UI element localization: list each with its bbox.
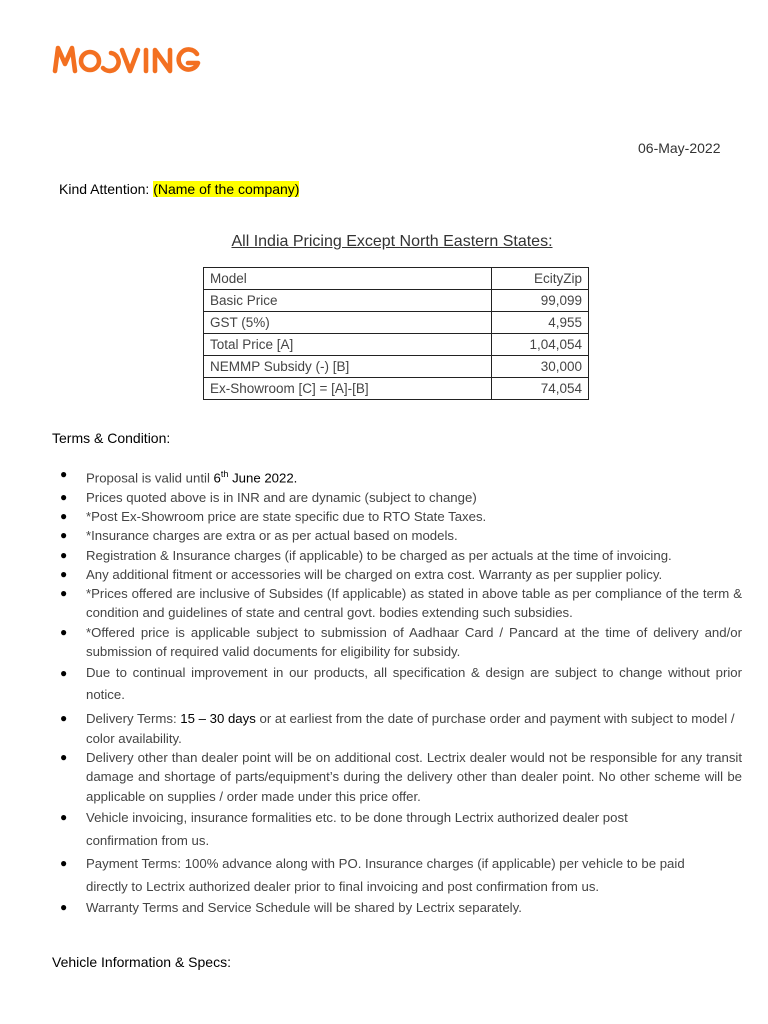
row-label: Model [204, 268, 492, 290]
valid-day-suffix: th [220, 469, 229, 479]
bullet-icon: ● [60, 586, 68, 601]
company-name-placeholder: (Name of the company) [153, 181, 300, 197]
list-item [52, 748, 742, 806]
term-text: Warranty Terms and Service Schedule will be shared by Lectrix separately. [86, 899, 522, 915]
list-item [52, 465, 742, 488]
bullet-icon: ● [60, 711, 68, 726]
bullet-icon: ● [60, 749, 68, 764]
table-row [204, 378, 589, 400]
mooving-logo [51, 40, 203, 81]
table-row [204, 268, 589, 290]
row-value: 1,04,054 [492, 334, 589, 356]
delivery-days: 15 – 30 days [180, 711, 256, 727]
term-text: Due to continual improvement in our products, all specification & design are subject to change without prior notice. [86, 665, 742, 703]
table-row [204, 312, 589, 334]
row-label: Total Price [A] [204, 334, 492, 356]
bullet-icon: ● [60, 855, 68, 870]
list-item [52, 623, 742, 662]
pricing-title: All India Pricing Except North Eastern States: [231, 233, 553, 250]
bullet-icon: ● [60, 624, 68, 639]
term-text: Any additional fitment or accessories will be charged on extra cost. Warranty as per supplier policy. [86, 566, 663, 582]
list-item [52, 709, 742, 748]
specs-heading: Vehicle Information & Specs: [52, 954, 231, 970]
attention-label: Kind Attention: [59, 181, 150, 197]
bullet-icon: ● [60, 666, 68, 681]
terms-heading [52, 430, 170, 446]
valid-month: June 2022. [228, 470, 298, 486]
terms-heading-text: Terms & Condition [52, 430, 167, 446]
table-row [204, 290, 589, 312]
row-value: 74,054 [492, 378, 589, 400]
terms-heading-colon: : [166, 430, 171, 446]
bullet-icon: ● [60, 566, 68, 581]
row-label: Basic Price [204, 290, 492, 312]
term-text: or at earliest from the date of purchase order and payment with subject to model / color availability. [86, 711, 735, 746]
list-item [52, 662, 742, 706]
bullet-icon: ● [60, 547, 68, 562]
bullet-icon: ● [60, 899, 68, 914]
term-text: Vehicle invoicing, insurance formalities etc. to be done through Lectrix authorized dealer post confirmation from us. [86, 809, 628, 848]
term-text: *Insurance charges are extra or as per actual based on models. [86, 528, 458, 544]
list-item [52, 898, 742, 917]
kind-attention [59, 181, 299, 197]
term-text: Delivery Terms: [86, 711, 181, 727]
term-text: Delivery other than dealer point will be on additional cost. Lectrix dealer would not be responsible for any transit damage and shortage of parts/equipment’s during the delivery other than dealer point. No other scheme will be applicable on supplies / order made under this price offer. [86, 749, 742, 804]
row-label: Ex-Showroom [C] = [A]-[B] [204, 378, 492, 400]
row-value: 30,000 [492, 356, 589, 378]
letter-date: 06-May-2022 [638, 140, 721, 156]
row-value: 99,099 [492, 290, 589, 312]
bullet-icon: ● [60, 489, 68, 504]
term-text: Proposal is valid until [86, 470, 214, 486]
list-item [52, 806, 742, 852]
term-text: Registration & Insurance charges (if applicable) to be charged as per actuals at the time of invoicing. [86, 547, 672, 563]
list-item [52, 584, 742, 623]
list-item [52, 526, 742, 545]
list-item [52, 507, 742, 526]
table-row [204, 356, 589, 378]
row-label: GST (5%) [204, 312, 492, 334]
term-text: Prices quoted above is in INR and are dynamic (subject to change) [86, 489, 477, 505]
term-text: *Prices offered are inclusive of Subsides (If applicable) as stated in above table as per compliance of the term & condition and guidelines of state and central govt. bodies extending such subsidies. [86, 586, 742, 621]
list-item [52, 488, 742, 507]
list-item [52, 546, 742, 565]
terms-list [52, 465, 742, 917]
list-item [52, 565, 742, 584]
bullet-icon: ● [60, 809, 68, 824]
bullet-icon: ● [60, 467, 68, 481]
row-value: EcityZip [492, 268, 589, 290]
bullet-icon: ● [60, 528, 68, 543]
valid-day: 6 [213, 470, 221, 486]
bullet-icon: ● [60, 508, 68, 523]
term-text: *Offered price is applicable subject to submission of Aadhaar Card / Pancard at the time of delivery and/or submission of required valid documents for eligibility for subsidy. [86, 624, 742, 660]
table-row [204, 334, 589, 356]
row-value: 4,955 [492, 312, 589, 334]
pricing-table [203, 267, 589, 400]
term-text: Payment Terms: 100% advance along with PO. Insurance charges (if applicable) per vehicle to be paid directly to Lectrix authorized dealer prior to final invoicing and post confirmation from us. [86, 855, 685, 894]
list-item [52, 852, 742, 898]
row-label: NEMMP Subsidy (-) [B] [204, 356, 492, 378]
term-text: *Post Ex-Showroom price are state specific due to RTO State Taxes. [86, 508, 487, 524]
